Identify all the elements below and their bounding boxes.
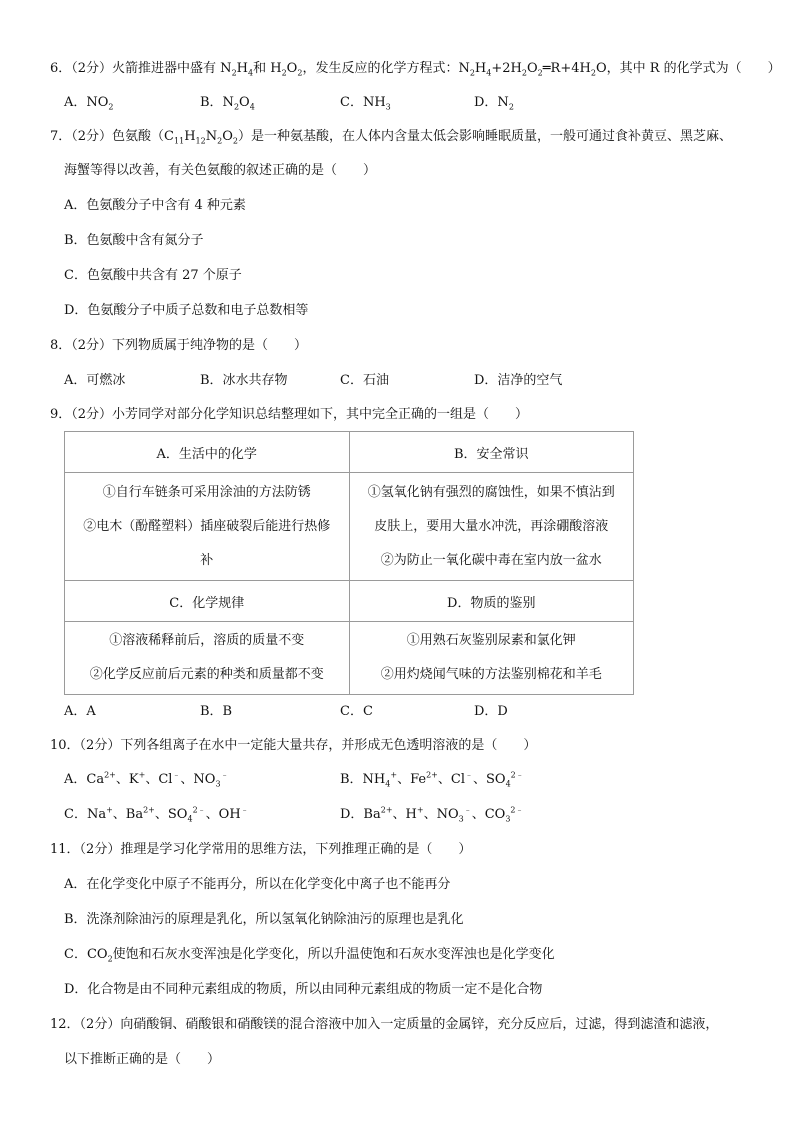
q6-option-b[interactable]: B．$N_2O_4$ xyxy=(200,95,255,112)
q9-cell-d-title: D．物质的鉴别 xyxy=(349,581,634,622)
q12-stem-line1: 12．（2分）向硝酸铜、硝酸银和硝酸镁的混合溶液中加入一定质量的金属锌，充分反应后，过滤，得到滤渣和滤液， xyxy=(50,1017,719,1032)
q10-option-a[interactable]: A．$Ca^{2+}$、K+、Cl﹣、$NO_3^﹣$ xyxy=(64,770,229,789)
q6-option-d[interactable]: D．$N_2$ xyxy=(474,95,514,112)
q8-stem: 8．（2分）下列物质属于纯净物的是（ ） xyxy=(50,338,308,353)
q9-knowledge-table xyxy=(64,431,634,695)
q9-option-a[interactable]: A．A xyxy=(64,704,96,719)
q10-option-b[interactable]: B．$NH_4^+$、$Fe^{2+}$、Cl﹣、$SO_4^{2﹣}$ xyxy=(340,770,524,789)
q9-stem: 9．（2分）小芳同学对部分化学知识总结整理如下，其中完全正确的一组是（ ） xyxy=(50,407,529,422)
q11-option-d[interactable]: D．化合物是由不同种元素组成的物质，所以由同种元素组成的物质一定不是化合物 xyxy=(64,982,543,997)
q8-option-c[interactable]: C．石油 xyxy=(340,373,389,388)
q9-option-c[interactable]: C．C xyxy=(340,704,373,719)
q7-option-b[interactable]: B．色氨酸中含有氮分子 xyxy=(64,233,204,248)
q8-option-a[interactable]: A．可燃冰 xyxy=(64,373,126,388)
q10-option-c[interactable]: C．Na+、$Ba^{2+}$、$SO_4^{2﹣}$、OH﹣ xyxy=(64,805,249,824)
q9-cell-a-title: A．生活中的化学 xyxy=(65,432,350,473)
q9-cell-a-content: ①自行车链条可采用涂油的方法防锈 ②电木（酚醛塑料）插座破裂后能进行热修 补 xyxy=(65,473,350,581)
q10-stem: 10．（2分）下列各组离子在水中一定能大量共存，并形成无色透明溶液的是（ ） xyxy=(50,738,537,753)
q11-option-a[interactable]: A．在化学变化中原子不能再分，所以在化学变化中离子也不能再分 xyxy=(64,877,451,892)
q6-option-c[interactable]: C．$NH_3$ xyxy=(340,95,391,112)
q7-option-d[interactable]: D．色氨酸分子中质子总数和电子总数相等 xyxy=(64,303,309,318)
q9-cell-b-content: ①氢氧化钠有强烈的腐蚀性，如果不慎沾到 皮肤上，要用大量水冲洗，再涂硼酸溶液 ②为防止一氧化碳中毒在室内放一盆水 xyxy=(349,473,634,581)
q9-cell-c-title: C．化学规律 xyxy=(65,581,350,622)
q9-cell-d-content: ①用熟石灰鉴别尿素和氯化钾 ②用灼烧闻气味的方法鉴别棉花和羊毛 xyxy=(349,622,634,695)
q12-stem-line2: 以下推断正确的是（ ） xyxy=(64,1052,221,1067)
q9-option-d[interactable]: D．D xyxy=(474,704,508,719)
q10-option-d[interactable]: D．$Ba^{2+}$、H+、$NO_3^﹣$、$CO_3^{2﹣}$ xyxy=(340,805,524,824)
q7-stem-line1: 7．（2分）色氨酸$(C_{11}H_{12}N_2O_2)$是一种氨基酸，在人体内含量太低会影响睡眠质量，一般可通过食补黄豆、黑芝麻、 xyxy=(50,129,732,146)
q7-stem-line2: 海蟹等得以改善，有关色氨酸的叙述正确的是（ ） xyxy=(64,163,377,178)
q9-cell-c-content: ①溶液稀释前后，溶质的质量不变 ②化学反应前后元素的种类和质量都不变 xyxy=(65,622,350,695)
q11-option-c[interactable]: C．$CO_2$使饱和石灰水变浑浊是化学变化，所以升温使饱和石灰水变浑浊也是化学变化 xyxy=(64,947,555,964)
q6-stem: 6．（2分）火箭推进器中盛有 $N_2H_4$和 $H_2O_2$，发生反应的化学方程式：$N_2H_4+2H_2O_2═R+4H_2O$，其中 R 的化学式为（ ） xyxy=(50,61,781,78)
q8-option-d[interactable]: D．洁净的空气 xyxy=(474,373,563,388)
q11-option-b[interactable]: B．洗涤剂除油污的原理是乳化，所以氢氧化钠除油污的原理也是乳化 xyxy=(64,912,464,927)
q11-stem: 11．（2分）推理是学习化学常用的思维方法，下列推理正确的是（ ） xyxy=(50,842,472,857)
q6-option-a[interactable]: A．$NO_2$ xyxy=(64,95,114,112)
q7-option-c[interactable]: C．色氨酸中共含有 27 个原子 xyxy=(64,268,242,283)
q8-option-b[interactable]: B．冰水共存物 xyxy=(200,373,288,388)
q9-option-b[interactable]: B．B xyxy=(200,704,233,719)
q9-cell-b-title: B．安全常识 xyxy=(349,432,634,473)
q7-option-a[interactable]: A．色氨酸分子中含有 4 种元素 xyxy=(64,198,246,213)
